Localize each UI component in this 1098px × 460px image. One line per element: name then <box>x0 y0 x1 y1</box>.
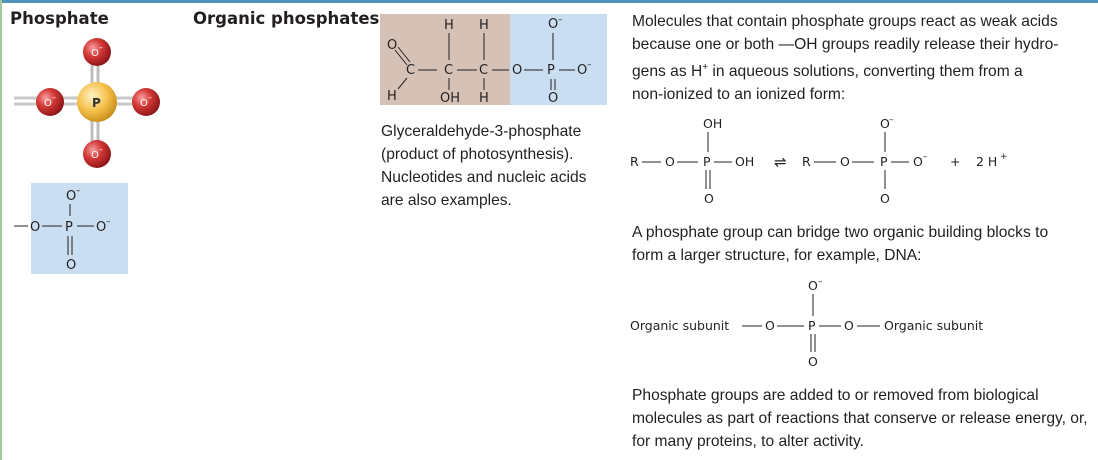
oxygen-atom-left <box>36 88 64 116</box>
svg-text:+: + <box>950 154 961 169</box>
svg-text:O: O <box>91 150 99 161</box>
svg-text:O: O <box>548 91 559 106</box>
svg-text:C: C <box>479 63 489 78</box>
svg-text:+: + <box>1000 152 1008 162</box>
svg-text:O: O <box>665 154 675 169</box>
svg-text:H: H <box>479 91 489 106</box>
svg-text:–: – <box>148 93 152 102</box>
svg-text:Organic subunit: Organic subunit <box>884 318 984 333</box>
svg-text:O: O <box>140 98 148 109</box>
phosphate-bridge-formula <box>628 274 1008 374</box>
svg-text:O: O <box>387 38 398 53</box>
svg-text:O: O <box>66 258 77 273</box>
heading-phosphate: Phosphate <box>10 9 109 28</box>
svg-text:–: – <box>587 60 592 70</box>
svg-text:–: – <box>558 15 563 25</box>
svg-text:–: – <box>889 115 894 125</box>
oxygen-atom-bottom <box>83 140 111 168</box>
svg-text:–: – <box>76 186 81 196</box>
svg-text:O: O <box>840 154 850 169</box>
glyceraldehyde-3-phosphate-formula <box>378 12 610 107</box>
blue-highlight-box <box>510 14 607 105</box>
paragraph-bridge: A phosphate group can bridge two organic building blocks to form a larger structure, for example, DNA: <box>632 224 1049 264</box>
paragraph-energy: Phosphate groups are added to or removed from biological molecules as part of reactions that conserve or release energy, or, for many proteins, to alter activity. <box>632 387 1088 450</box>
svg-text:–: – <box>52 93 56 102</box>
svg-text:O: O <box>66 189 77 204</box>
svg-text:C: C <box>406 63 416 78</box>
caption-line: Glyceraldehyde-3-phosphate <box>381 123 582 140</box>
phosphate-ball-stick-model <box>0 30 180 180</box>
svg-text:Organic subunit: Organic subunit <box>630 318 730 333</box>
phosphorus-atom <box>77 82 117 122</box>
svg-text:O: O <box>96 220 107 235</box>
oxygen-atom-top <box>83 38 111 66</box>
svg-text:O: O <box>512 63 523 78</box>
svg-text:–: – <box>106 217 111 227</box>
caption <box>381 120 586 212</box>
svg-text:OH: OH <box>735 154 755 169</box>
svg-text:H: H <box>387 89 397 104</box>
svg-text:O: O <box>913 154 923 169</box>
svg-text:P: P <box>547 63 555 78</box>
svg-text:O: O <box>765 318 775 333</box>
paragraph-weak-acids: Molecules that contain phosphate groups react as weak acids because one or both —OH groups readily release their hydro- gens as H+ in aqueous solutions, converting them from a non-ionized to an ionized form: <box>632 13 1059 104</box>
ionization-equation <box>628 112 1048 212</box>
caption-line: Nucleotides and nucleic acids <box>381 169 587 186</box>
svg-text:–: – <box>99 43 103 52</box>
oxygen-atom-right <box>132 88 160 116</box>
svg-text:P: P <box>703 154 711 169</box>
svg-text:–: – <box>818 277 823 287</box>
svg-text:O: O <box>704 191 714 206</box>
svg-text:O: O <box>880 116 890 131</box>
caption-line: are also examples. <box>381 192 512 209</box>
svg-text:–: – <box>99 145 103 154</box>
caption-line: (product of photosynthesis). <box>381 146 574 163</box>
equilibrium-arrow: ⇌ <box>774 153 787 171</box>
top-accent-rule <box>0 0 1098 3</box>
svg-text:2 H: 2 H <box>976 154 998 169</box>
svg-text:O: O <box>808 278 818 293</box>
svg-text:C: C <box>444 63 454 78</box>
svg-text:O: O <box>44 98 52 109</box>
svg-text:O: O <box>91 48 99 59</box>
svg-text:O: O <box>844 318 854 333</box>
heading-organic-phosphates: Organic phosphates <box>193 9 380 28</box>
svg-text:P: P <box>880 154 888 169</box>
svg-text:O: O <box>577 63 588 78</box>
svg-text:P: P <box>92 96 101 110</box>
svg-text:O: O <box>30 220 41 235</box>
svg-text:R: R <box>802 154 811 169</box>
svg-text:O: O <box>548 17 559 32</box>
svg-text:OH: OH <box>703 116 723 131</box>
svg-text:OH: OH <box>440 91 461 106</box>
svg-text:O: O <box>880 191 890 206</box>
svg-text:P: P <box>65 220 73 235</box>
svg-text:H: H <box>479 18 489 33</box>
phosphate-group-formula <box>0 180 135 280</box>
svg-text:R: R <box>630 154 639 169</box>
svg-text:O: O <box>808 354 818 369</box>
blue-highlight-box <box>31 183 128 274</box>
svg-text:–: – <box>923 152 928 162</box>
svg-text:H: H <box>444 18 454 33</box>
svg-text:P: P <box>808 318 816 333</box>
